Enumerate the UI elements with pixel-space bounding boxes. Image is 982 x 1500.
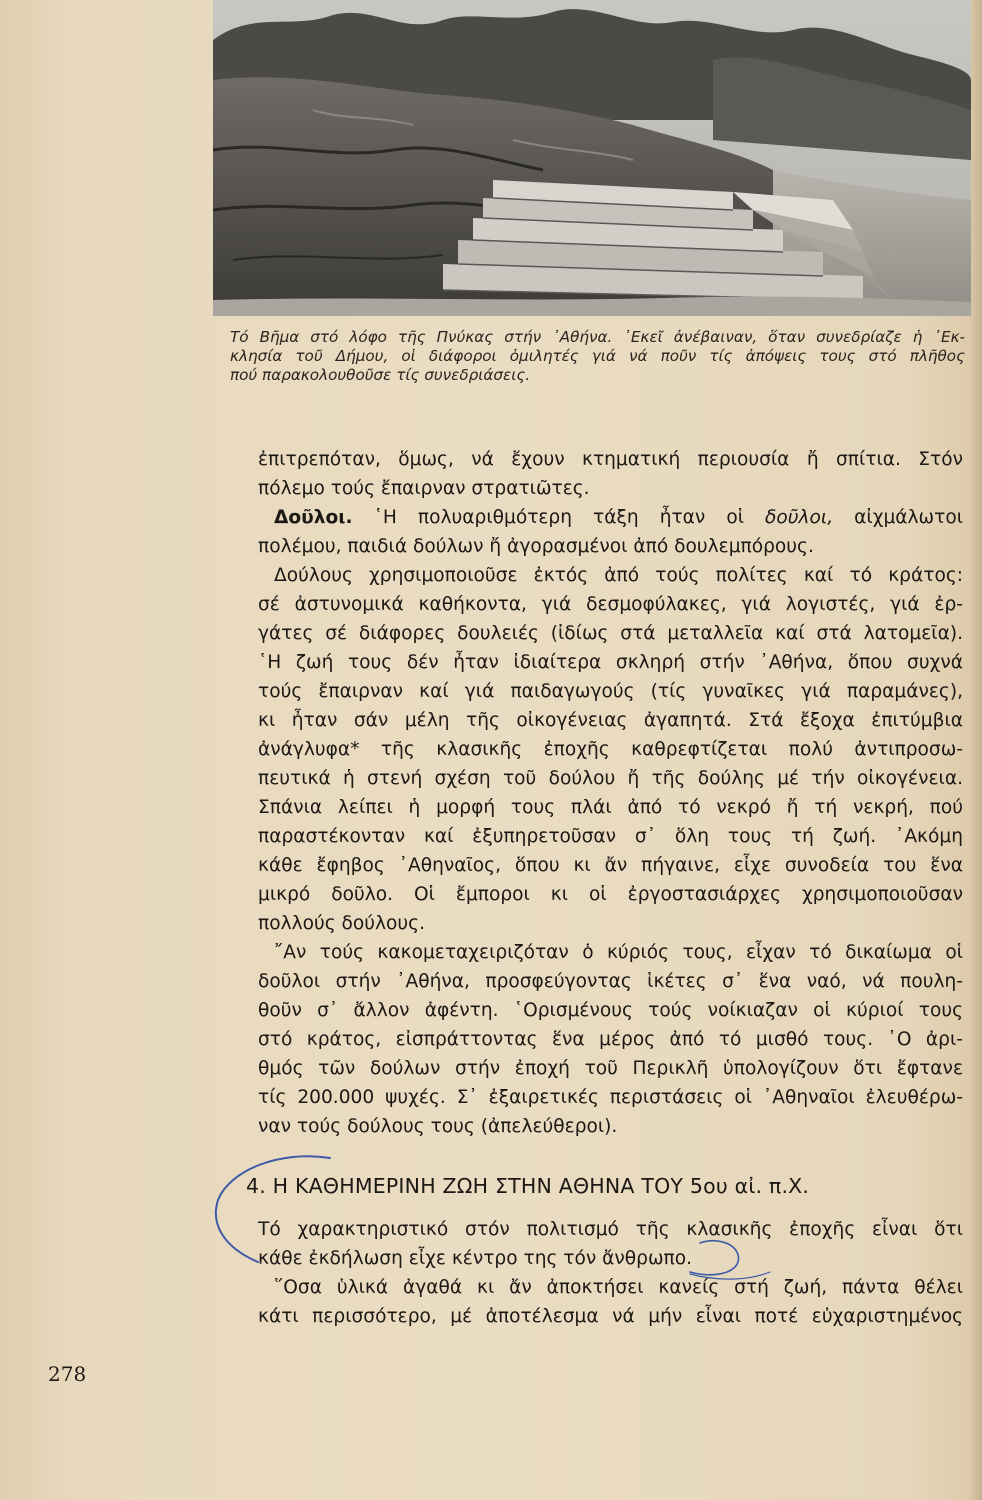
photo-caption	[230, 328, 965, 385]
text-line: κάθε ἔφηβος ᾿Αθηναῖος, ὅπου κι ἄν πήγαινε, εἶχε συνοδεία του ἕνα	[258, 855, 963, 876]
text-line: πόλεμο τούς ἔπαιρναν στρατιῶτες.	[258, 478, 590, 499]
text-span: αἰχμάλωτοι	[833, 507, 963, 528]
text-line: ἐπιτρεπόταν, ὅμως, νά ἔχουν κτηματική περιουσία ἤ σπίτια. Στόν	[258, 449, 963, 470]
douloi-heading: Δοῦλοι.	[274, 507, 353, 528]
text-line: ῎Αν τούς κακομεταχειριζόταν ὁ κύριός τους, εἶχαν τό δικαίωμα οἱ	[274, 942, 963, 963]
text-line	[258, 503, 963, 532]
text-line: πευτικά ἡ στενή σχέση τοῦ δούλου ἤ τῆς δούλης μέ τήν οἰκογένεια.	[258, 768, 963, 789]
text-line: τούς ἔπαιρναν καί γιά παιδαγωγούς (τίς γυναῖκες γιά παραμάνες),	[258, 681, 963, 702]
text-line: ῾Η ζωή τους δέν ἦταν ἰδιαίτερα σκληρή στήν ᾿Αθήνα, ὅπου συχνά	[258, 652, 963, 673]
text-line: πολέμου, παιδιά δούλων ἤ ἀγορασμένοι ἀπό δουλεμπόρους.	[258, 536, 814, 557]
text-line: Τό χαρακτηριστικό στόν πολιτισμό τῆς κλασικῆς ἐποχῆς εἶναι ὅτι	[258, 1219, 963, 1240]
text-span: ῾Η πολυαριθμότερη τάξη ἦταν οἱ	[352, 507, 766, 528]
text-line: σέ ἀστυνομικά καθήκοντα, γιά δεσμοφύλακες, γιά λογιστές, γιά ἐρ-	[258, 594, 963, 615]
douloi-italic-term: δοῦλοι,	[765, 507, 834, 528]
text-line: ῞Οσα ὑλικά ἀγαθά κι ἄν ἀποκτήσει κανείς στή ζωή, πάντα θέλει	[274, 1277, 963, 1298]
pnyx-bema-photo	[213, 0, 971, 316]
text-line: παραστέκονταν καί ἐξυπηρετοῦσαν σ᾿ ὅλη τους τή ζωή. ᾿Ακόμη	[258, 826, 963, 847]
section-heading: 4. Η ΚΑΘΗΜΕΡΙΝΗ ΖΩΗ ΣΤΗΝ ΑΘΗΝΑ ΤΟΥ 5ου αἰ. π.Χ.	[246, 1174, 810, 1198]
text-line: ἀνάγλυφα* τῆς κλασικῆς ἐποχῆς καθρεφτίζεται πολύ ἀντιπροσω-	[258, 739, 963, 760]
text-line: Σπάνια λείπει ἡ μορφή τους πλάι ἀπό τό νεκρό ἤ τή νεκρή, πού	[258, 797, 963, 818]
section-text	[258, 1215, 963, 1331]
page-number: 278	[48, 1362, 87, 1386]
stepped-rock-platform-photo	[213, 0, 971, 316]
text-line: κάθε ἐκδήλωση εἶχε κέντρο της τόν ἄνθρωπο.	[258, 1248, 693, 1269]
text-line: κι ἦταν σάν μέλη τῆς οἰκογένειας ἀγαπητά. Στά ἔξοχα ἐπιτύμβια	[258, 710, 963, 731]
text-line: μικρό δοῦλο. Οἱ ἔμποροι κι οἱ ἐργοστασιάρχες χρησιμοποιοῦσαν	[258, 884, 963, 905]
text-line: θμός τῶν δούλων στήν ἐποχή τοῦ Περικλῆ ὑπολογίζουν ὅτι ἔφτανε	[258, 1058, 963, 1079]
body-text	[258, 445, 963, 1141]
text-line: ναν τούς δούλους τους (ἀπελεύθεροι).	[258, 1116, 618, 1137]
caption-line: πού παρακολουθοῦσε τίς συνεδριάσεις.	[230, 366, 531, 384]
text-line: θοῦν σ᾿ ἄλλον ἀφέντη. ῾Ορισμένους τούς νοίκιαζαν οἱ κύριοί τους	[258, 1000, 963, 1021]
text-line: πολλούς δούλους.	[258, 913, 426, 934]
text-line: στό κράτος, εἰσπράττοντας ἕνα μέρος ἀπό τό μισθό τους. ῾Ο ἀρι-	[258, 1029, 963, 1050]
caption-line: κλησία τοῦ Δήμου, οἱ διάφοροι ὁμιλητές γιά νά ποῦν τίς ἀπόψεις τους στό πλῆθος	[230, 347, 965, 365]
text-line: κάτι περισσότερο, μέ ἀποτέλεσμα νά μήν εἶναι ποτέ εὐχαριστημένος	[258, 1306, 963, 1327]
text-line: τίς 200.000 ψυχές. Σ᾿ ἐξαιρετικές περιστάσεις οἱ ᾿Αθηναῖοι ἐλευθέρω-	[258, 1087, 963, 1108]
text-line: Δούλους χρησιμοποιοῦσε ἐκτός ἀπό τούς πολίτες καί τό κράτος:	[274, 565, 963, 586]
text-line: γάτες σέ διάφορες δουλειές (ἰδίως στά μεταλλεῖα καί στά λατομεῖα).	[258, 623, 963, 644]
caption-line: Τό Βῆμα στό λόφο τῆς Πνύκας στήν ᾿Αθήνα. ᾿Εκεῖ ἀνέβαιναν, ὅταν συνεδρίαζε ἡ ᾿Εκ-	[230, 328, 965, 346]
text-line: δοῦλοι στήν ᾿Αθήνα, προσφεύγοντας ἱκέτες σ᾿ ἕνα ναό, νά πουλη-	[258, 971, 963, 992]
